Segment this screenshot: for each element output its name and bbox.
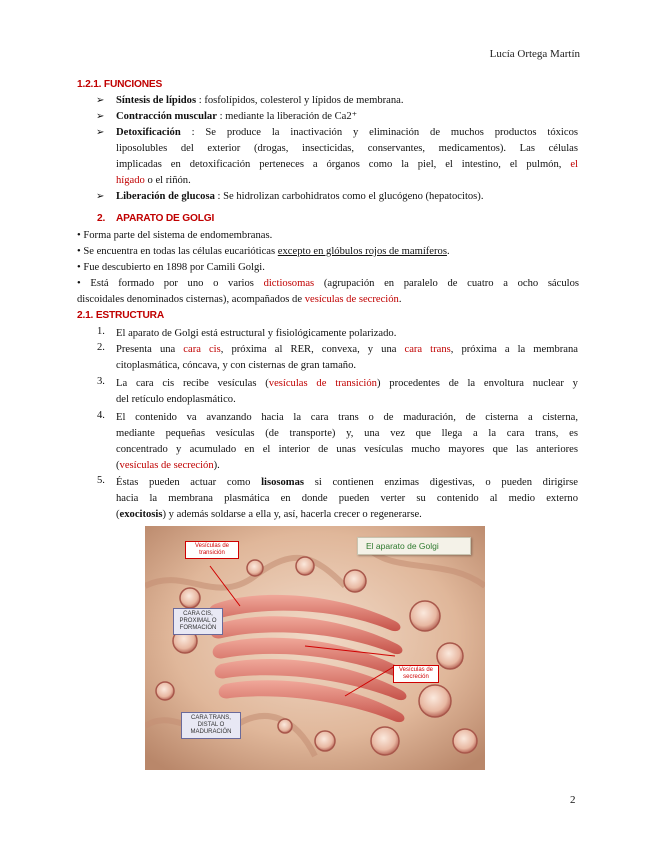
list-item: El contenido va avanzando hacia la cara trans o de maduración, de cisterna a cisterna, mediante pequeñas vesículas (de transporte) y, una vez que llega a la cara trans, es concentrado y acumulado en el interior de unas vesículas mucho mayores que las anteriores (vesículas de secreción). [116,412,578,471]
label-vesiculas-transicion: Vesículas de transición [185,541,239,559]
arrow-bullet-icon: ➢ [96,111,105,122]
list-item: Síntesis de lípidos : fosfolípidos, colesterol y lípidos de membrana. [116,95,404,106]
arrow-bullet-icon: ➢ [96,127,105,138]
page-number: 2 [570,794,576,806]
header-author: Lucía Ortega Martín [489,48,580,60]
list-number: 2. [97,342,105,353]
list-item: Contracción muscular : mediante la liberación de Ca2⁺ [116,111,358,122]
list-number: 5. [97,475,105,486]
list-item: La cara cis recibe vesículas (vesículas de transición) procedentes de la envoltura nuclear y del retículo endoplasmático. [116,378,578,405]
list-number: 3. [97,376,105,387]
golgi-bullets: • Forma parte del sistema de endomembranas. • Se encuentra en todas las células eucarióticas excepto en glóbulos rojos de mamíferos. • Fue descubierto en 1898 por Camili Golgi. • Está formado por uno o varios dictiosomas (agrupación en paralelo de cuatro a ocho sáculos discoidales denominados cisternas), acompañados de vesículas de secreción. [77,230,580,305]
list-number: 4. [97,410,105,421]
list-item: Presenta una cara cis, próxima al RER, convexa, y una cara trans, próxima a la membrana citoplasmática, cóncava, y con cisternas de gran tamaño. [116,344,578,371]
list-number: 1. [97,326,105,337]
section-title-funciones: 1.2.1. FUNCIONES [77,79,163,90]
list-item: El aparato de Golgi está estructural y fisiológicamente polarizado. [116,328,397,339]
list-item: Liberación de glucosa : Se hidrolizan carbohidratos como el glucógeno (hepatocitos). [116,191,484,202]
section-number: 2. [97,213,106,224]
label-vesiculas-secrecion: Vesículas de secreción [393,665,439,683]
golgi-figure [145,526,485,770]
arrow-bullet-icon: ➢ [96,95,105,106]
section-title-estructura: 2.1. ESTRUCTURA [77,310,165,321]
arrow-bullet-icon: ➢ [96,191,105,202]
figure-title: El aparato de Golgi [357,537,471,555]
list-item: Éstas pueden actuar como lisosomas si contienen enzimas digestivas, o pueden dirigirse hacia la membrana plasmática en donde pueden verter su contenido al medio externo (exocitosis) y además soldarse a ella y, así, hacerla crecer o regenerarse. [116,477,578,520]
label-cara-trans: CARA TRANS, DISTAL O MADURACIÓN [181,712,241,739]
label-cara-cis: CARA CIS, PROXIMAL O FORMACIÓN [173,608,223,635]
list-item: Detoxificación : Se produce la inactivación y eliminación de muchos productos tóxicos liposolubles del exterior (drogas, insecticidas, conservantes, medicamentos). Las células implicadas en detoxificación perteneces a órganos como la piel, el intestino, el pulmón, el hígado o el riñón. [116,127,578,186]
section-title-golgi: APARATO DE GOLGI [116,213,215,224]
